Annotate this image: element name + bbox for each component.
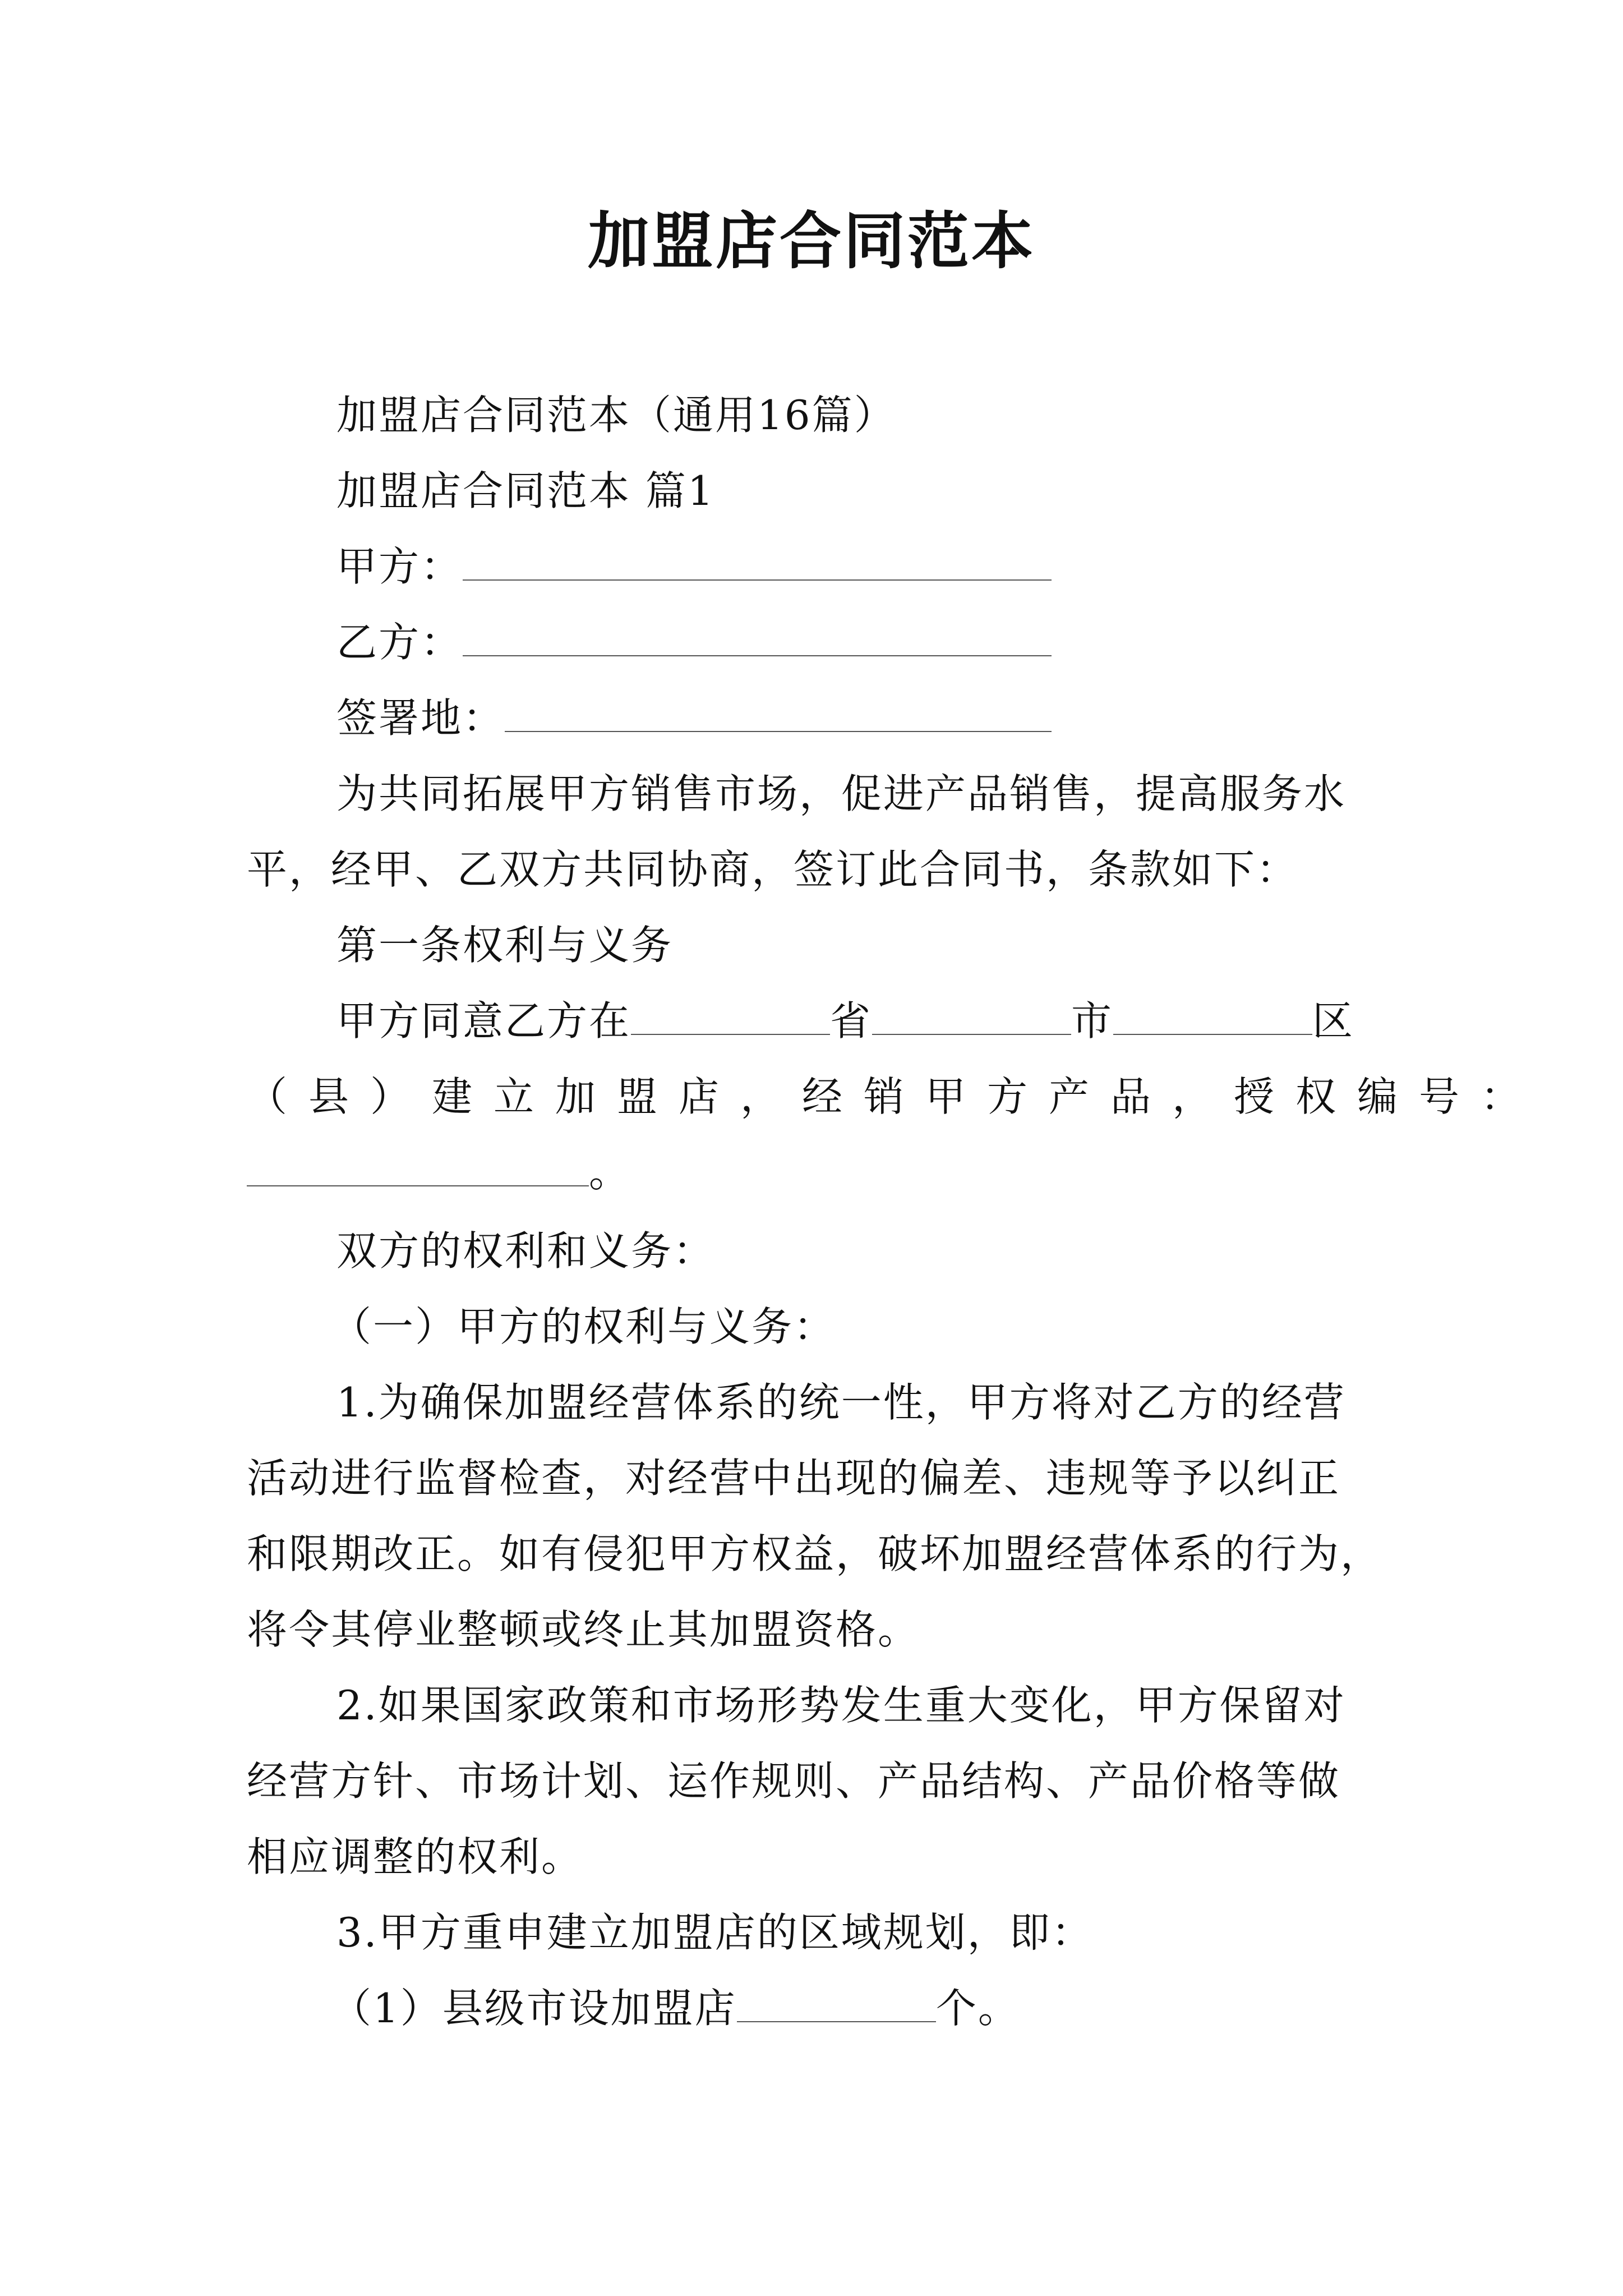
item-2-line-2: 经营方针、市场计划、运作规则、产品结构、产品价格等做	[247, 1757, 1341, 1805]
authorization-row	[247, 1144, 631, 1200]
region-line-1	[336, 993, 1354, 1049]
chapter-heading: 加盟店合同范本 篇1	[336, 467, 715, 514]
party-a-label: 甲方：	[336, 543, 463, 590]
party-a-rights-heading: （一）甲方的权利与义务：	[331, 1303, 836, 1350]
province-blank	[631, 993, 830, 1035]
city-blank	[872, 993, 1071, 1035]
rights-heading: 双方的权利和义务：	[336, 1227, 716, 1274]
item-1-line-1: 1.为确保加盟经营体系的统一性，甲方将对乙方的经营	[336, 1379, 1346, 1426]
item-2-line-1: 2.如果国家政策和市场形势发生重大变化，甲方保留对	[336, 1682, 1346, 1729]
county-shop-count-blank	[737, 1981, 936, 2022]
article-1-heading: 第一条权利与义务	[336, 922, 674, 969]
period: 。	[589, 1149, 631, 1196]
item-1-line-4: 将令其停业整顿或终止其加盟资格。	[247, 1606, 920, 1653]
city-label: 市	[1071, 997, 1114, 1045]
item-3-line-1: 3.甲方重申建立加盟店的区域规划，即：	[336, 1909, 1094, 1956]
item-2-line-3: 相应调整的权利。	[247, 1833, 584, 1880]
province-label: 省	[830, 997, 873, 1045]
sign-place-label: 签署地：	[336, 694, 505, 742]
party-b-row	[336, 614, 1052, 670]
region-line-2: （县）建立加盟店，经销甲方产品，授权编号：	[247, 1073, 1543, 1120]
document-subtitle: 加盟店合同范本（通用16篇）	[336, 392, 896, 439]
district-label: 区	[1312, 997, 1355, 1045]
item-1-line-2: 活动进行监督检查，对经营中出现的偏差、违规等予以纠正	[247, 1455, 1341, 1502]
item-1-line-3: 和限期改正。如有侵犯甲方权益，破坏加盟经营体系的行为，	[247, 1530, 1383, 1577]
party-b-label: 乙方：	[336, 619, 463, 666]
item-3-sub-1-prefix: （1）县级市设加盟店	[331, 1985, 737, 2032]
party-a-blank	[463, 539, 1052, 581]
sign-place-blank	[505, 691, 1052, 732]
intro-line-1: 为共同拓展甲方销售市场，促进产品销售，提高服务水	[336, 770, 1347, 817]
intro-line-2: 平，经甲、乙双方共同协商，签订此合同书，条款如下：	[247, 846, 1299, 893]
document-title: 加盟店合同范本	[588, 205, 1035, 277]
item-3-sub-1-suffix: 个。	[935, 1985, 1020, 2032]
authorization-number-blank	[247, 1145, 589, 1186]
district-blank	[1113, 993, 1312, 1035]
item-3-sub-1	[331, 1980, 1020, 2036]
sign-place-row	[336, 690, 1052, 746]
party-a-row	[336, 539, 1052, 595]
region-prefix: 甲方同意乙方在	[336, 997, 631, 1045]
party-b-blank	[463, 615, 1052, 656]
